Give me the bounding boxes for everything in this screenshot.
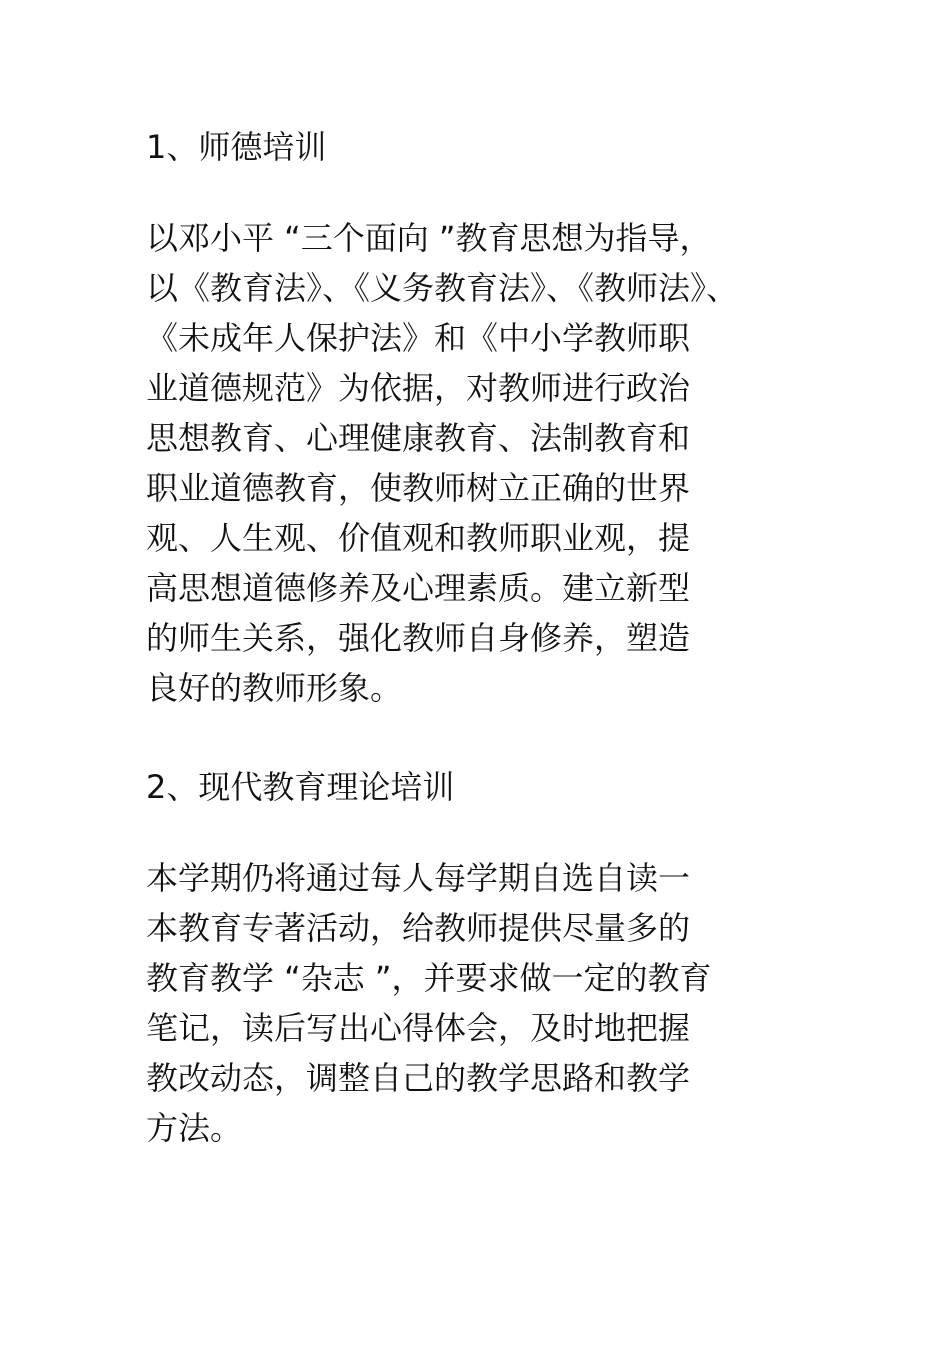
section-paragraph-teacher-ethics: [146, 213, 826, 713]
paragraph-line: 教育教学 “杂志 ”，并要求做一定的教育: [146, 959, 712, 997]
paragraph-line: 以《教育法》、《义务教育法》、《教师法》、: [146, 269, 739, 307]
paragraph-line: 观、人生观、价值观和教师职业观，提: [146, 519, 691, 557]
paragraph-line: 方法。: [146, 1109, 243, 1147]
paragraph-line: 业道德规范》为依据，对教师进行政治: [146, 369, 691, 407]
section-heading-teacher-ethics: 1、师德培训: [146, 128, 327, 166]
paragraph-line: 教改动态，调整自己的教学思路和教学: [146, 1059, 691, 1097]
paragraph-line: 思想教育、心理健康教育、法制教育和: [146, 419, 691, 457]
spacer: [146, 172, 826, 213]
paragraph-line: 本教育专著活动，给教师提供尽量多的: [146, 909, 691, 947]
paragraph-line: 笔记，读后写出心得体会，及时地把握: [146, 1009, 691, 1047]
paragraph-line: 职业道德教育，使教师树立正确的世界: [146, 469, 691, 507]
paragraph-line: 高思想道德修养及心理素质。建立新型: [146, 569, 691, 607]
paragraph-line: 本学期仍将通过每人每学期自选自读一: [146, 859, 691, 897]
section-heading-modern-education-theory: 2、现代教育理论培训: [146, 768, 455, 806]
paragraph-line: 以邓小平 “三个面向 ”教育思想为指导，: [146, 219, 712, 257]
paragraph-line: 的师生关系，强化教师自身修养，塑造: [146, 619, 691, 657]
spacer: [146, 812, 826, 853]
document-body: [146, 122, 826, 1153]
section-paragraph-modern-education-theory: [146, 853, 826, 1153]
spacer: [146, 713, 826, 762]
paragraph-line: 良好的教师形象。: [146, 669, 403, 707]
paragraph-line: 《未成年人保护法》和《中小学教师职: [146, 319, 691, 357]
